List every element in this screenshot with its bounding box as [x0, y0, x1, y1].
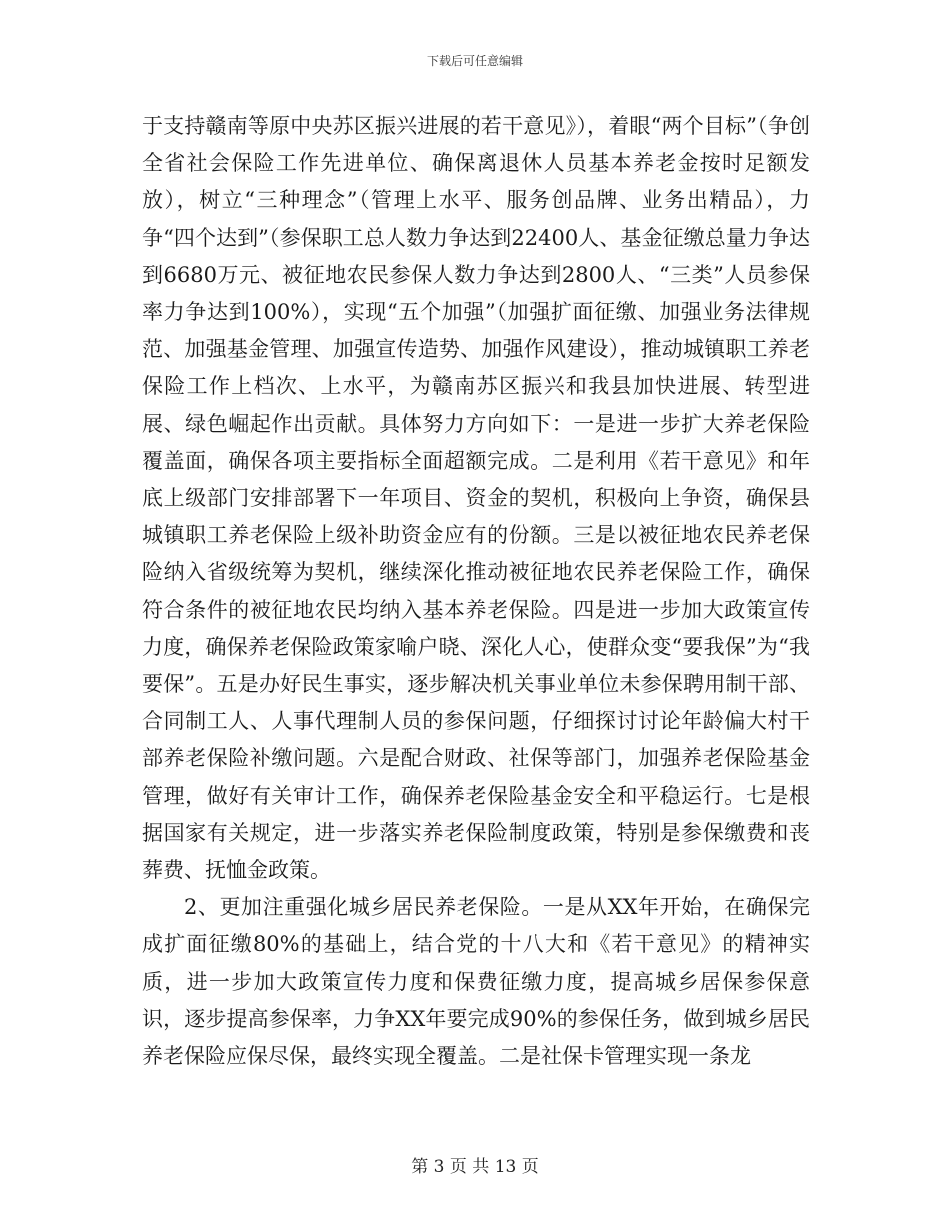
document-body	[142, 108, 810, 1075]
page-footer: 第 3 页 共 13 页	[411, 1157, 539, 1177]
paragraph-2: 2、更加注重强化城乡居民养老保险。一是从XX年开始，在确保完成扩面征缴80%的基础上，结合党的十八大和《若干意见》的精神实质，进一步加大政策宣传力度和保费征缴力度，提高城乡居保参保意识，逐步提高参保率，力争XX年要完成90%的参保任务，做到城乡居民养老保险应保尽保，最终实现全覆盖。二是社保卡管理实现一条龙	[142, 895, 810, 1069]
paragraph-continued: 于支持赣南等原中央苏区振兴进展的若干意见》），着眼“两个目标”（争创全省社会保险工作先进单位、确保离退休人员基本养老金按时足额发放），树立“三种理念”（管理上水平、服务创品牌、业务出精品），力争“四个达到”（参保职工总人数力争达到22400人、基金征缴总量力争达到6680万元、被征地农民参保人数力争达到2800人、“三类”人员参保率力争达到100%），实现“五个加强”（加强扩面征缴、加强业务法律规范、加强基金管理、加强宣传造势、加强作风建设），推动城镇职工养老保险工作上档次、上水平，为赣南苏区振兴和我县加快进展、转型进展、绿色崛起作出贡献。具体努力方向如下：一是进一步扩大养老保险覆盖面，确保各项主要指标全面超额完成。二是利用《若干意见》和年底上级部门安排部署下一年项目、资金的契机，积极向上争资，确保县城镇职工养老保险上级补助资金应有的份额。三是以被征地农民养老保险纳入省级统筹为契机，继续深化推动被征地农民养老保险工作，确保符合条件的被征地农民均纳入基本养老保险。四是进一步加大政策宣传力度，确保养老保险政策家喻户晓、深化人心，使群众变“要我保”为“我要保”。五是办好民生事实，逐步解决机关事业单位未参保聘用制干部、合同制工人、人事代理制人员的参保问题，仔细探讨讨论年龄偏大村干部养老保险补缴问题。六是配合财政、社保等部门，加强养老保险基金管理，做好有关审计工作，确保养老保险基金安全和平稳运行。七是根据国家有关规定，进一步落实养老保险制度政策，特别是参保缴费和丧葬费、抚恤金政策。	[142, 114, 810, 883]
page-header: 下载后可任意编辑	[426, 54, 523, 68]
